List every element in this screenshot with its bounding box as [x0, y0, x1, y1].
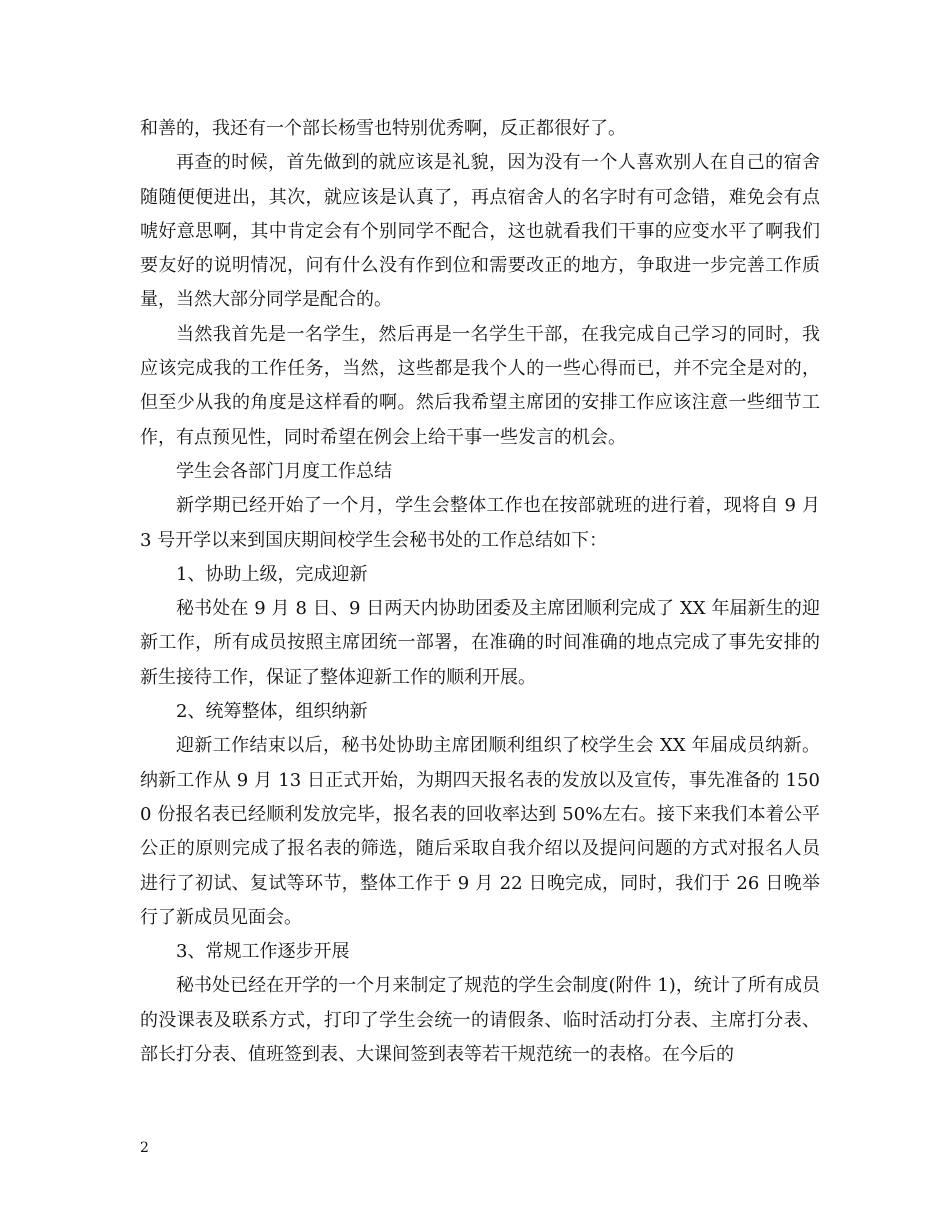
paragraph-2: 再查的时候，首先做到的就应该是礼貌，因为没有一个人喜欢别人在自己的宿舍随随便便进出，其次，就应该是认真了，再点宿舍人的名字时有可念错，难免会有点唬好意思啊，其中肯定会有个别同学不配合，这也就看我们干事的应变水平了啊我们要友好的说明情况，问有什么没有作到位和需要改正的地方，争取进一步完善工作质量，当然大部分同学是配合的。 — [140, 152, 820, 311]
paragraph-item-3: 秘书处已经在开学的一个月来制定了规范的学生会制度(附件 1)，统计了所有成员的没课表及联系方式，打印了学生会统一的请假条、临时活动打分表、主席打分表、部长打分表、值班签到表、大课间签到表等若干规范统一的表格。在今后的 — [140, 975, 820, 1066]
section-title: 学生会各部门月度工作总结 — [176, 460, 392, 482]
paragraph-intro: 新学期已经开始了一个月，学生会整体工作也在按部就班的进行着，现将自 9 月 3 号开学以来到国庆期间校学生会秘书处的工作总结如下： — [140, 495, 820, 551]
paragraph-item-1: 秘书处在 9 月 8 日、9 日两天内协助团委及主席团顺利完成了 XX 年届新生的迎新工作，所有成员按照主席团统一部署，在准确的时间准确的地点完成了事先安排的新生接待工作，保证了整体迎新工作的顺利开展。 — [140, 598, 820, 688]
paragraph-1: 和善的，我还有一个部长杨雪也特别优秀啊，反正都很好了。 — [140, 118, 626, 139]
paragraph-3: 当然我首先是一名学生，然后再是一名学生干部，在我完成自己学习的同时，我应该完成我的工作任务，当然，这些都是我个人的一些心得而已，并不完全是对的，但至少从我的角度是这样看的啊。然后我希望主席团的安排工作应该注意一些细节工作，有点预见性，同时希望在例会上给干事一些发言的机会。 — [140, 323, 820, 448]
document-body — [140, 112, 820, 1072]
heading-item-3: 3、常规工作逐步开展 — [176, 941, 350, 963]
heading-item-1: 1、协助上级，完成迎新 — [176, 563, 368, 585]
paragraph-item-2: 迎新工作结束以后，秘书处协助主席团顺利组织了校学生会 XX 年届成员纳新。纳新工作从 9 月 13 日正式开始，为期四天报名表的发放以及宣传，事先准备的 1500 份报名表已经顺利发放完毕，报名表的回收率达到 50%左右。接下来我们本着公平公正的原则完成了报名表的筛选，随后采取自我介绍以及提问问题的方式对报名人员进行了初试、复试等环节，整体工作于 9 月 22 日晚完成，同时，我们于 26 日晚举行了新成员见面会。 — [140, 735, 820, 928]
heading-item-2: 2、统筹整体，组织纳新 — [176, 701, 368, 723]
page-number: 2 — [140, 1140, 149, 1156]
